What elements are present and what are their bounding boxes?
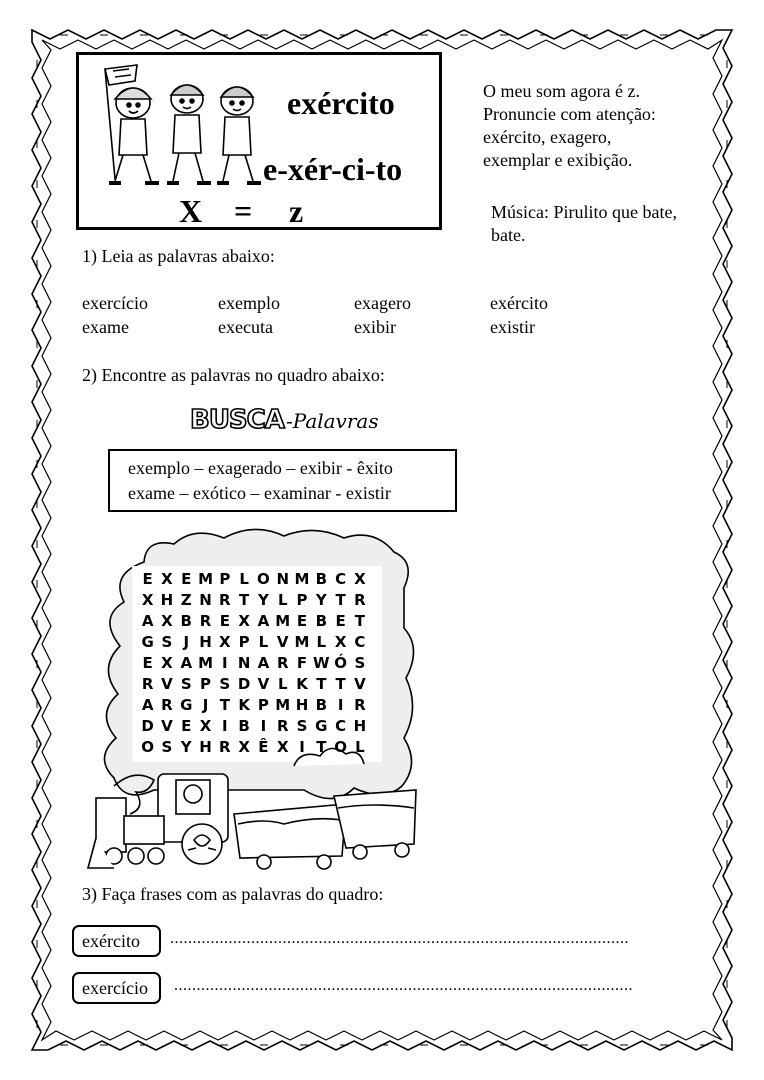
intro-line: exemplar e exibição.	[483, 150, 633, 170]
grid-cell[interactable]: R	[276, 654, 289, 672]
music-line: Música: Pirulito que bate,	[491, 202, 677, 222]
grid-cell[interactable]: B	[238, 717, 250, 735]
question-3-title: 3) Faça frases com as palavras do quadro:	[82, 884, 384, 904]
word-search-grid	[138, 569, 370, 758]
grid-cell[interactable]: X	[199, 717, 212, 735]
grid-cell[interactable]: R	[354, 591, 366, 609]
grid-cell[interactable]: I	[260, 717, 267, 735]
grid-cell[interactable]: C	[335, 717, 347, 735]
grid-cell[interactable]: B	[315, 570, 328, 588]
grid-cell[interactable]: E	[142, 654, 153, 672]
equation-equals: =	[234, 193, 253, 229]
grid-cell[interactable]: X	[161, 570, 173, 588]
grid-row	[138, 674, 370, 695]
grid-cell[interactable]: L	[277, 675, 288, 693]
grid-cell[interactable]: Z	[180, 591, 192, 609]
svg-text:-Palavras: -Palavras	[286, 409, 379, 433]
grid-cell[interactable]: X	[238, 738, 250, 756]
grid-cell[interactable]: H	[199, 738, 212, 756]
grid-cell[interactable]: S	[180, 675, 192, 693]
intro-line: exército, exagero,	[483, 127, 612, 147]
grid-row	[138, 716, 370, 737]
equation-left: X	[179, 193, 203, 229]
grid-cell[interactable]: A	[257, 654, 270, 672]
grid-cell[interactable]: T	[335, 675, 346, 693]
grid-cell[interactable]: J	[202, 696, 209, 714]
grid-cell[interactable]: A	[141, 696, 154, 714]
answer-line[interactable]: ......................................................................................................	[174, 977, 633, 994]
grid-cell[interactable]: I	[222, 717, 228, 735]
grid-cell[interactable]: E	[181, 717, 192, 735]
grid-cell[interactable]: R	[161, 696, 173, 714]
grid-cell[interactable]: J	[183, 633, 190, 651]
busca-palavras-logo	[186, 396, 386, 440]
grid-cell[interactable]: B	[315, 612, 328, 630]
word-item: existir	[490, 317, 535, 337]
grid-cell[interactable]: E	[296, 612, 308, 630]
grid-cell[interactable]: Ê	[258, 738, 269, 756]
words-to-find-line: exame – exótico – examinar - existir	[128, 483, 391, 503]
header-word: exército	[287, 85, 395, 121]
tag-exercicio: exercício	[72, 972, 161, 1004]
grid-cell[interactable]: R	[141, 675, 154, 693]
svg-text:BUSCA: BUSCA	[190, 405, 284, 435]
grid-row	[138, 632, 370, 653]
word-item: exército	[490, 293, 548, 313]
word-item: exame	[82, 317, 129, 337]
soldiers-illustration	[85, 59, 265, 197]
answer-line[interactable]: ......................................................................................................	[170, 930, 629, 947]
grid-cell[interactable]: X	[141, 591, 154, 609]
word-item: executa	[218, 317, 273, 337]
grid-cell[interactable]: X	[161, 612, 173, 630]
grid-cell[interactable]: N	[237, 654, 251, 672]
grid-cell[interactable]: N	[276, 570, 289, 588]
header-box	[76, 52, 442, 230]
grid-cell[interactable]: D	[141, 717, 154, 735]
grid-cell[interactable]: X	[276, 738, 289, 756]
grid-cell[interactable]: Y	[180, 738, 192, 756]
grid-cell[interactable]: M	[198, 570, 213, 588]
grid-cell[interactable]: P	[219, 570, 231, 588]
intro-line: Pronuncie com atenção:	[483, 104, 656, 124]
grid-cell[interactable]: W	[313, 654, 330, 672]
grid-cell[interactable]: B	[180, 612, 192, 630]
grid-row	[138, 611, 370, 632]
grid-cell[interactable]: G	[180, 696, 193, 714]
grid-cell[interactable]: K	[238, 696, 250, 714]
grid-cell[interactable]: A	[257, 612, 270, 630]
grid-cell[interactable]: R	[199, 612, 212, 630]
equation-right: z	[289, 193, 304, 229]
grid-cell[interactable]: C	[354, 633, 366, 651]
grid-cell[interactable]: F	[296, 654, 308, 672]
grid-cell[interactable]: L	[277, 591, 288, 609]
grid-row	[138, 590, 370, 611]
grid-cell[interactable]: V	[276, 633, 289, 651]
grid-row	[138, 653, 370, 674]
grid-cell[interactable]: I	[337, 696, 344, 714]
grid-cell[interactable]: H	[295, 696, 309, 714]
grid-cell[interactable]: M	[294, 633, 310, 651]
grid-cell[interactable]: M	[275, 696, 291, 714]
grid-cell[interactable]: V	[161, 675, 173, 693]
grid-cell[interactable]: L	[258, 633, 269, 651]
grid-cell[interactable]: V	[257, 675, 270, 693]
grid-cell[interactable]: V	[354, 675, 366, 693]
grid-cell[interactable]: L	[316, 633, 327, 651]
grid-cell[interactable]: E	[142, 570, 153, 588]
grid-cell[interactable]: O	[141, 738, 155, 756]
grid-cell[interactable]: I	[222, 654, 228, 672]
grid-cell[interactable]: R	[276, 717, 289, 735]
grid-cell[interactable]: C	[335, 570, 347, 588]
grid-cell[interactable]: G	[141, 633, 154, 651]
grid-cell[interactable]: P	[200, 675, 212, 693]
grid-cell[interactable]: L	[239, 570, 249, 588]
grid-cell[interactable]: M	[294, 570, 310, 588]
question-2-title: 2) Encontre as palavras no quadro abaixo:	[82, 365, 385, 385]
grid-cell[interactable]: D	[237, 675, 251, 693]
busca-logo-art	[186, 396, 386, 440]
grid-cell[interactable]: X	[219, 633, 231, 651]
grid-cell[interactable]: T	[239, 591, 250, 609]
grid-cell[interactable]: S	[219, 675, 231, 693]
intro-text	[483, 80, 656, 172]
grid-cell[interactable]: E	[219, 612, 230, 630]
grid-cell[interactable]: S	[354, 654, 366, 672]
grid-cell[interactable]: K	[296, 675, 308, 693]
grid-row	[138, 695, 370, 716]
music-line: bate.	[491, 225, 526, 245]
grid-cell[interactable]: L	[355, 738, 365, 756]
grid-cell[interactable]: H	[353, 717, 367, 735]
grid-cell[interactable]: T	[354, 612, 366, 630]
grid-cell[interactable]: I	[299, 738, 305, 756]
grid-row	[138, 569, 370, 590]
header-syllables: e-xér-ci-to	[263, 151, 403, 187]
grid-cell[interactable]: T	[219, 696, 230, 714]
grid-cell[interactable]: S	[296, 717, 308, 735]
grid-cell[interactable]: H	[160, 591, 174, 609]
grid-cell[interactable]: T	[316, 738, 327, 756]
words-to-find-line: exemplo – exagerado – exibir - êxito	[128, 458, 393, 478]
grid-cell[interactable]: X	[161, 654, 173, 672]
word-item: exagero	[354, 293, 411, 313]
grid-cell[interactable]: R	[354, 696, 366, 714]
grid-cell[interactable]: X	[238, 612, 250, 630]
grid-cell[interactable]: B	[315, 696, 328, 714]
grid-cell[interactable]: P	[257, 696, 269, 714]
grid-cell[interactable]: S	[161, 633, 173, 651]
grid-row	[138, 737, 370, 758]
grid-cell[interactable]: S	[161, 738, 173, 756]
grid-cell[interactable]: O	[334, 738, 347, 756]
grid-cell[interactable]: X	[334, 633, 347, 651]
grid-cell[interactable]: T	[335, 591, 346, 609]
word-item: exemplo	[218, 293, 280, 313]
grid-cell[interactable]: P	[238, 633, 250, 651]
grid-cell[interactable]: H	[199, 633, 212, 651]
grid-cell[interactable]: G	[315, 717, 328, 735]
grid-cell[interactable]: E	[335, 612, 346, 630]
grid-cell[interactable]: P	[296, 591, 308, 609]
grid-cell[interactable]: N	[199, 591, 212, 609]
grid-cell[interactable]: Y	[315, 591, 327, 609]
grid-cell[interactable]: M	[275, 612, 291, 630]
grid-cell[interactable]: A	[180, 654, 193, 672]
grid-cell[interactable]: Y	[257, 591, 269, 609]
words-to-find-box	[108, 449, 457, 512]
grid-cell[interactable]: T	[316, 675, 327, 693]
grid-cell[interactable]: A	[141, 612, 154, 630]
grid-cell[interactable]: R	[219, 738, 231, 756]
grid-cell[interactable]: O	[257, 570, 270, 588]
intro-line: O meu som agora é z.	[483, 81, 640, 101]
word-item: exercício	[82, 293, 148, 313]
grid-cell[interactable]: M	[198, 654, 213, 672]
grid-cell[interactable]: Ó	[334, 654, 347, 672]
grid-cell[interactable]: E	[181, 570, 192, 588]
grid-cell[interactable]: X	[354, 570, 366, 588]
tag-exercito: exército	[72, 925, 161, 957]
grid-cell[interactable]: V	[161, 717, 173, 735]
question-1-title: 1) Leia as palavras abaixo:	[82, 246, 275, 266]
word-item: exibir	[354, 317, 396, 337]
grid-cell[interactable]: R	[219, 591, 231, 609]
